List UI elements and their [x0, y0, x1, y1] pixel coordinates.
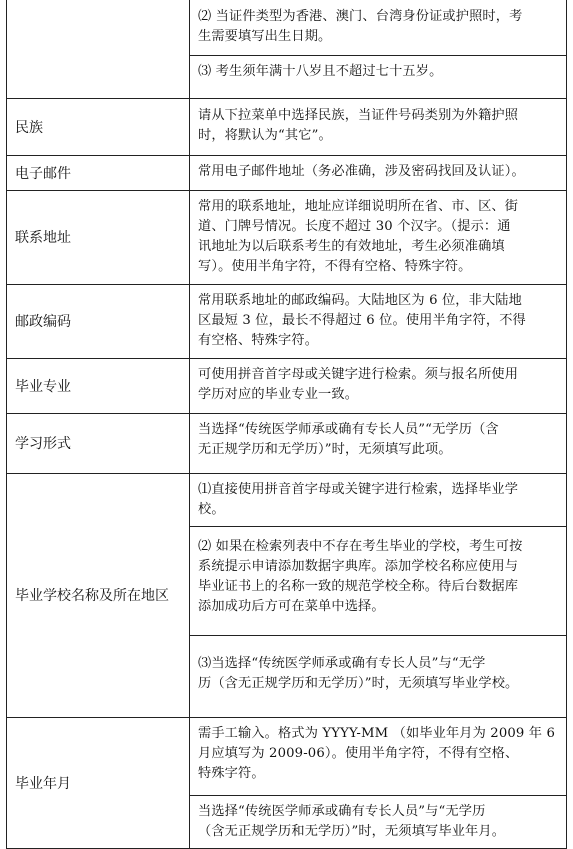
description-line: 月应填写为 2009-06）。使用半角字符，不得有空格、 — [198, 746, 519, 761]
field-label: 民族 — [15, 120, 43, 136]
description-line: 系统提示申请添加数据字典库。添加学校名称应使用与 — [198, 559, 519, 574]
description-line: （含无正规学历和无学历）”时，无须填写毕业年月。 — [198, 824, 506, 839]
field-name-school — [6, 473, 190, 718]
description-line: 常用电子邮件地址（务必准确，涉及密码找回及认证）。 — [198, 164, 525, 179]
description-line: ⑶当选择“传统医学师承或确有专长人员”与“无学 — [198, 656, 486, 671]
field-description-grad_date-1 — [190, 795, 567, 849]
description-line: 时，将默认为“其它”。 — [198, 128, 332, 143]
field-name-address — [6, 190, 190, 285]
field-name-postcode — [6, 284, 190, 359]
field-description-study_form-0 — [190, 413, 567, 474]
field-label: 毕业学校名称及所在地区 — [15, 588, 169, 604]
description-line: 无正规学历和无学历）”时，无须填写此项。 — [198, 442, 452, 457]
field-description-email-0 — [190, 155, 567, 191]
field-description-school-1 — [190, 526, 567, 636]
field-description-school-0 — [190, 473, 567, 527]
field-description-birthdate-1 — [190, 55, 567, 99]
field-name-major — [6, 358, 190, 414]
field-label: 邮政编码 — [15, 314, 71, 330]
description-line: 常用联系地址的邮政编码。大陆地区为 6 位，非大陆地 — [198, 293, 522, 308]
field-label: 学习形式 — [15, 436, 71, 452]
description-line: 毕业证书上的名称一致的规范学校全称。待后台数据库 — [198, 579, 519, 594]
description-line: 学历对应的毕业专业一致。 — [198, 387, 359, 402]
field-label: 毕业年月 — [15, 775, 71, 792]
description-line: ⑵ 当证件类型为香港、澳门、台湾身份证或护照时，考 — [198, 9, 523, 24]
description-line: 有空格、特殊字符。 — [198, 333, 319, 348]
field-description-address-0 — [190, 190, 567, 285]
description-line: 写）。使用半角字符，不得有空格、特殊字符。 — [198, 259, 472, 274]
description-line: 道、门牌号情况。长度不超过 30 个汉字。（提示：通 — [198, 219, 511, 234]
description-line: 当选择“传统医学师承或确有专长人员”“无学历（含 — [198, 422, 499, 437]
field-description-ethnicity-0 — [190, 98, 567, 156]
description-line: 需手工输入。格式为 YYYY-MM （如毕业年月为 2009 年 6 — [198, 726, 556, 741]
description-line: 区最短 3 位，最长不得超过 6 位。使用半角字符，不得 — [198, 313, 526, 328]
field-label: 毕业专业 — [15, 378, 71, 395]
field-description-postcode-0 — [190, 284, 567, 359]
description-line: ⑵ 如果在检索列表中不存在考生毕业的学校，考生可按 — [198, 539, 523, 554]
description-line: 请从下拉菜单中选择民族，当证件号码类别为外籍护照 — [198, 108, 519, 123]
description-line: 添加成功后方可在菜单中选择。 — [198, 599, 385, 614]
field-label: 联系地址 — [15, 230, 71, 246]
description-line: 特殊字符。 — [198, 766, 265, 781]
field-description-grad_date-0 — [190, 717, 567, 796]
field-description-school-2 — [190, 635, 567, 718]
description-line: ⑶ 考生须年满十八岁且不超过七十五岁。 — [198, 64, 443, 79]
description-line: 讯地址为以后联系考生的有效地址，考生必须准确填 — [198, 239, 505, 254]
description-line: 校。 — [198, 502, 225, 517]
description-line: 当选择“传统医学师承或确有专长人员”与“无学历 — [198, 804, 486, 819]
description-line: 生需要填写出生日期。 — [198, 29, 332, 44]
description-line: 可使用拼音首字母或关键字进行检索。须与报名所使用 — [198, 367, 519, 382]
field-name-study_form — [6, 413, 190, 474]
field-name-ethnicity — [6, 98, 190, 156]
field-name-grad_date — [6, 717, 190, 849]
field-description-birthdate-0 — [190, 0, 567, 56]
description-line: ⑴直接使用拼音首字母或关键字进行检索，选择毕业学 — [198, 482, 519, 497]
description-line: 历（含无正规学历和无学历）”时，无须填写毕业学校。 — [198, 676, 519, 691]
field-name-birthdate — [6, 0, 190, 99]
description-line: 常用的联系地址，地址应详细说明所在省、市、区、街 — [198, 199, 519, 214]
field-label: 电子邮件 — [15, 165, 71, 182]
field-description-major-0 — [190, 358, 567, 414]
field-name-email — [6, 155, 190, 191]
